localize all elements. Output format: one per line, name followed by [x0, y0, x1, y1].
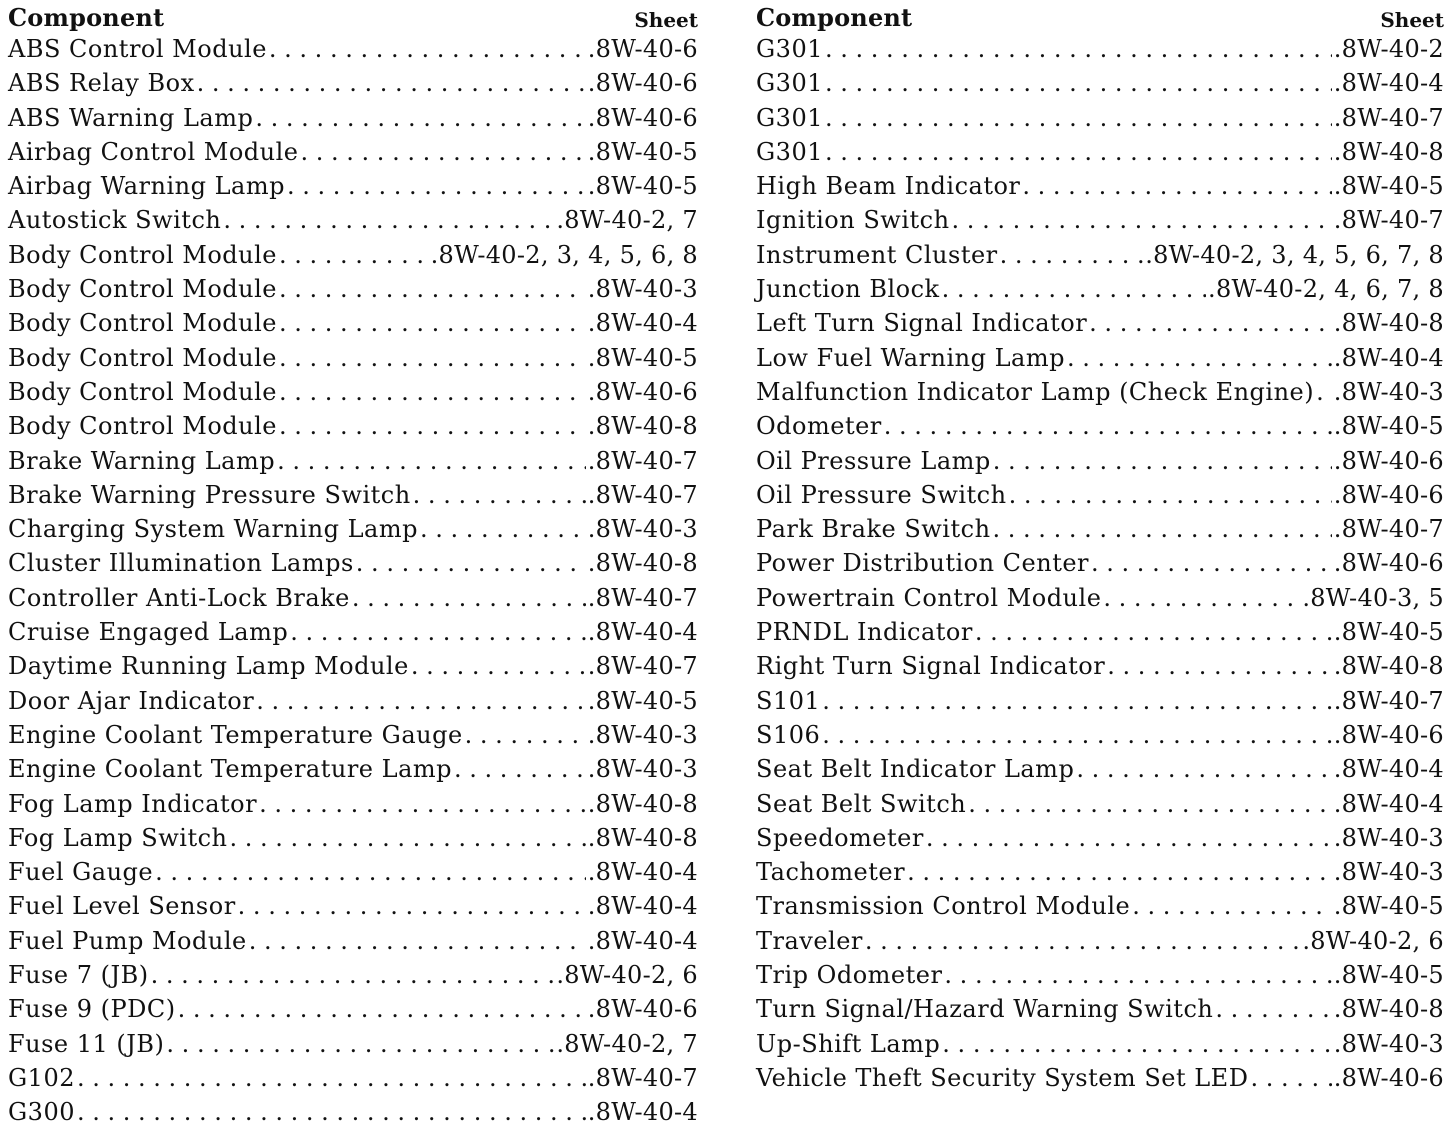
component-header: Component — [8, 3, 165, 32]
component-name: Fuse 7 (JB) — [8, 961, 149, 990]
sheet-reference: .8W-40-4 — [587, 1098, 698, 1127]
dot-leader — [907, 855, 1332, 889]
index-entry — [756, 169, 1444, 203]
sheet-reference: .8W-40-6 — [1333, 1063, 1444, 1092]
index-entry — [756, 101, 1444, 135]
dot-leader — [249, 924, 586, 958]
component-name: Malfunction Indicator Lamp (Check Engine) — [756, 377, 1315, 406]
component-name: Left Turn Signal Indicator — [756, 309, 1088, 338]
dot-leader — [825, 135, 1332, 169]
sheet-reference: .8W-40-3 — [1333, 823, 1444, 852]
sheet-reference: .8W-40-2, 6 — [1302, 926, 1444, 955]
dot-leader — [77, 1095, 586, 1129]
component-name: Engine Coolant Temperature Lamp — [8, 755, 453, 784]
index-entry — [8, 32, 698, 66]
dot-leader — [865, 924, 1300, 958]
component-name: G300 — [8, 1098, 75, 1127]
index-entry — [756, 718, 1444, 752]
index-entry — [756, 684, 1444, 718]
index-entry — [8, 924, 698, 958]
component-name: Turn Signal/Hazard Warning Switch — [756, 995, 1214, 1024]
index-entry — [756, 512, 1444, 546]
dot-leader — [952, 203, 1332, 237]
dot-leader — [822, 684, 1332, 718]
sheet-reference: .8W-40-6 — [1333, 480, 1444, 509]
sheet-reference: .8W-40-3 — [1333, 1029, 1444, 1058]
sheet-reference: .8W-40-8 — [587, 549, 698, 578]
component-name: Fuse 11 (JB) — [8, 1029, 165, 1058]
dot-leader — [255, 101, 585, 135]
dot-leader — [238, 889, 586, 923]
component-name: Charging System Warning Lamp — [8, 515, 418, 544]
component-header: Component — [756, 3, 913, 32]
sheet-reference: .8W-40-4 — [587, 618, 698, 647]
dot-leader — [352, 581, 586, 615]
sheet-reference: .8W-40-4 — [1333, 69, 1444, 98]
dot-leader — [993, 444, 1332, 478]
component-name: Cruise Engaged Lamp — [8, 618, 289, 647]
component-name: Fuel Pump Module — [8, 926, 247, 955]
component-name: G301 — [756, 69, 823, 98]
index-entry — [8, 752, 698, 786]
component-name: High Beam Indicator — [756, 172, 1021, 201]
sheet-reference: .8W-40-4 — [587, 892, 698, 921]
component-name: ABS Control Module — [8, 35, 267, 63]
sheet-reference: .8W-40-6 — [1333, 720, 1444, 749]
index-entry — [756, 752, 1444, 786]
dot-leader — [229, 821, 585, 855]
component-name: Fog Lamp Indicator — [8, 789, 258, 818]
sheet-reference: .8W-40-2, 3, 4, 5, 6, 8 — [430, 240, 698, 269]
index-entry — [756, 855, 1444, 889]
index-entry — [8, 375, 698, 409]
component-name: Brake Warning Lamp — [8, 446, 276, 475]
index-entry — [756, 32, 1444, 66]
sheet-reference: .8W-40-2, 3, 4, 5, 6, 7, 8 — [1145, 240, 1444, 269]
index-entry — [756, 992, 1444, 1026]
index-entry — [8, 203, 698, 237]
right-header-row — [756, 2, 1444, 32]
index-entry — [756, 615, 1444, 649]
dot-leader — [279, 306, 586, 340]
index-entry — [8, 272, 698, 306]
sheet-header: Sheet — [1380, 8, 1444, 32]
dot-leader — [1000, 238, 1144, 272]
dot-leader — [420, 512, 586, 546]
component-name: Body Control Module — [8, 377, 277, 406]
dot-leader — [1091, 546, 1332, 580]
dot-leader — [1103, 581, 1300, 615]
dot-leader — [1067, 341, 1332, 375]
index-entry — [8, 546, 698, 580]
index-entry — [8, 581, 698, 615]
right-column — [756, 2, 1444, 1095]
component-name: Ignition Switch — [756, 206, 950, 235]
component-name: S106 — [756, 720, 821, 749]
sheet-reference: .8W-40-3, 5 — [1302, 583, 1444, 612]
sheet-reference: .8W-40-2, 7 — [556, 206, 698, 235]
dot-leader — [279, 409, 586, 443]
dot-leader — [942, 1027, 1331, 1061]
dot-leader — [1250, 1061, 1331, 1095]
component-name: Body Control Module — [8, 275, 277, 304]
dot-leader — [290, 615, 586, 649]
component-name: Brake Warning Pressure Switch — [8, 480, 411, 509]
index-entry — [756, 341, 1444, 375]
dot-leader — [269, 32, 586, 66]
dot-leader — [277, 444, 586, 478]
index-entry — [8, 169, 698, 203]
component-name: Low Fuel Warning Lamp — [756, 343, 1065, 372]
dot-leader — [454, 752, 586, 786]
dot-leader — [301, 135, 586, 169]
index-entry — [8, 238, 698, 272]
sheet-reference: .8W-40-7 — [587, 480, 698, 509]
sheet-reference: .8W-40-5 — [1333, 618, 1444, 647]
sheet-reference: .8W-40-2, 4, 6, 7, 8 — [1208, 275, 1444, 304]
component-name: Junction Block — [756, 275, 940, 304]
sheet-reference: .8W-40-4 — [1333, 343, 1444, 372]
dot-leader — [968, 787, 1332, 821]
component-name: Airbag Control Module — [8, 137, 299, 166]
sheet-reference: .8W-40-5 — [1333, 172, 1444, 201]
sheet-reference: .8W-40-8 — [1333, 309, 1444, 338]
sheet-reference: .8W-40-3 — [587, 755, 698, 784]
right-entries — [756, 32, 1444, 1095]
left-column — [8, 2, 698, 1130]
index-entry — [8, 992, 698, 1026]
component-name: Engine Coolant Temperature Gauge — [8, 720, 463, 749]
sheet-reference: .8W-40-8 — [587, 789, 698, 818]
sheet-reference: .8W-40-6 — [587, 69, 698, 98]
component-name: Fuel Gauge — [8, 858, 154, 887]
index-entry — [8, 821, 698, 855]
sheet-reference: .8W-40-6 — [587, 995, 698, 1024]
sheet-reference: .8W-40-6 — [587, 377, 698, 406]
index-entry — [8, 958, 698, 992]
dot-leader — [413, 478, 586, 512]
dot-leader — [256, 684, 586, 718]
sheet-reference: .8W-40-4 — [587, 858, 698, 887]
dot-leader — [975, 615, 1332, 649]
index-entry — [756, 958, 1444, 992]
dot-leader — [1316, 375, 1332, 409]
index-entry — [8, 684, 698, 718]
sheet-reference: .8W-40-5 — [1333, 412, 1444, 441]
sheet-reference: .8W-40-3 — [587, 275, 698, 304]
sheet-reference: .8W-40-7 — [1333, 686, 1444, 715]
sheet-reference: .8W-40-5 — [587, 137, 698, 166]
component-name: Up-Shift Lamp — [756, 1029, 941, 1058]
index-entry — [756, 1061, 1444, 1095]
sheet-reference: .8W-40-3 — [587, 720, 698, 749]
index-entry — [756, 787, 1444, 821]
index-entry — [756, 203, 1444, 237]
dot-leader — [259, 787, 586, 821]
sheet-reference: .8W-40-2, 6 — [556, 961, 698, 990]
index-entry — [756, 272, 1444, 306]
sheet-reference: .8W-40-3 — [1333, 858, 1444, 887]
sheet-reference: .8W-40-4 — [1333, 789, 1444, 818]
index-entry — [8, 101, 698, 135]
index-entry — [8, 615, 698, 649]
component-name: PRNDL Indicator — [756, 618, 973, 647]
index-entry — [756, 238, 1444, 272]
index-entry — [756, 821, 1444, 855]
sheet-reference: .8W-40-6 — [1333, 549, 1444, 578]
dot-leader — [1009, 478, 1332, 512]
dot-leader — [1076, 752, 1331, 786]
component-name: Tachometer — [756, 858, 906, 887]
dot-leader — [151, 958, 555, 992]
index-entry — [8, 66, 698, 100]
index-entry — [8, 135, 698, 169]
sheet-reference: .8W-40-5 — [1333, 892, 1444, 921]
left-header-row — [8, 2, 698, 32]
component-name: Door Ajar Indicator — [8, 686, 255, 715]
dot-leader — [279, 272, 586, 306]
sheet-reference: .8W-40-7 — [587, 1063, 698, 1092]
dot-leader — [825, 66, 1332, 100]
sheet-reference: .8W-40-2, 7 — [556, 1029, 698, 1058]
sheet-reference: .8W-40-5 — [587, 172, 698, 201]
component-name: Powertrain Control Module — [756, 583, 1102, 612]
index-entry — [756, 649, 1444, 683]
component-name: ABS Relay Box — [8, 69, 195, 98]
component-name: Transmission Control Module — [756, 892, 1131, 921]
sheet-header: Sheet — [634, 8, 698, 32]
component-name: Seat Belt Switch — [756, 789, 967, 818]
index-entry — [8, 306, 698, 340]
component-name: Power Distribution Center — [756, 549, 1090, 578]
component-name: Right Turn Signal Indicator — [756, 652, 1106, 681]
sheet-reference: .8W-40-2 — [1333, 35, 1444, 63]
component-name: Cluster Illumination Lamps — [8, 549, 354, 578]
component-name: Fog Lamp Switch — [8, 823, 228, 852]
dot-leader — [825, 32, 1332, 66]
dot-leader — [279, 238, 429, 272]
component-name: ABS Warning Lamp — [8, 103, 254, 132]
component-name: Vehicle Theft Security System Set LED — [756, 1063, 1249, 1092]
sheet-reference: .8W-40-8 — [587, 823, 698, 852]
index-entry — [8, 341, 698, 375]
dot-leader — [822, 718, 1332, 752]
dot-leader — [1089, 306, 1332, 340]
component-name: G102 — [8, 1063, 75, 1092]
component-name: G301 — [756, 137, 823, 166]
sheet-reference: .8W-40-7 — [1333, 103, 1444, 132]
dot-leader — [155, 855, 586, 889]
index-entry — [756, 581, 1444, 615]
component-name: Oil Pressure Lamp — [756, 446, 991, 475]
dot-leader — [1215, 992, 1331, 1026]
sheet-reference: .8W-40-8 — [1333, 995, 1444, 1024]
component-name: Daytime Running Lamp Module — [8, 652, 409, 681]
sheet-reference: .8W-40-3 — [587, 515, 698, 544]
index-entry — [8, 1027, 698, 1061]
component-name: Body Control Module — [8, 343, 277, 372]
sheet-reference: .8W-40-8 — [587, 412, 698, 441]
component-name: Fuse 9 (PDC) — [8, 995, 176, 1024]
dot-leader — [279, 341, 586, 375]
sheet-reference: .8W-40-5 — [587, 343, 698, 372]
index-entry — [8, 718, 698, 752]
component-name: Body Control Module — [8, 412, 277, 441]
dot-leader — [1022, 169, 1331, 203]
sheet-reference: .8W-40-6 — [587, 103, 698, 132]
sheet-reference: .8W-40-4 — [587, 926, 698, 955]
sheet-reference: .8W-40-7 — [587, 583, 698, 612]
component-name: Trip Odometer — [756, 961, 943, 990]
index-entry — [756, 1027, 1444, 1061]
sheet-reference: .8W-40-7 — [1333, 515, 1444, 544]
dot-leader — [926, 821, 1332, 855]
component-name: Autostick Switch — [8, 206, 222, 235]
dot-leader — [287, 169, 586, 203]
sheet-reference: .8W-40-5 — [587, 686, 698, 715]
component-name: Instrument Cluster — [756, 240, 998, 269]
index-entry — [756, 924, 1444, 958]
sheet-reference: .8W-40-6 — [587, 35, 698, 63]
dot-leader — [944, 958, 1331, 992]
left-entries — [8, 32, 698, 1130]
component-name: Traveler — [756, 926, 863, 955]
index-entry — [8, 855, 698, 889]
dot-leader — [1132, 889, 1332, 923]
dot-leader — [993, 512, 1332, 546]
sheet-reference: .8W-40-8 — [1333, 652, 1444, 681]
index-entry — [8, 409, 698, 443]
sheet-reference: .8W-40-3 — [1333, 377, 1444, 406]
component-name: Oil Pressure Switch — [756, 480, 1007, 509]
component-name: Speedometer — [756, 823, 924, 852]
dot-leader — [197, 66, 586, 100]
sheet-reference: .8W-40-4 — [587, 309, 698, 338]
index-entry — [756, 306, 1444, 340]
component-name: Body Control Module — [8, 240, 277, 269]
component-name: Park Brake Switch — [756, 515, 991, 544]
component-name: S101 — [756, 686, 821, 715]
dot-leader — [825, 101, 1332, 135]
sheet-reference: .8W-40-7 — [587, 652, 698, 681]
index-entry — [8, 478, 698, 512]
component-name: G301 — [756, 35, 823, 63]
component-name: Body Control Module — [8, 309, 277, 338]
sheet-reference: .8W-40-8 — [1333, 137, 1444, 166]
index-entry — [8, 1061, 698, 1095]
component-name: Seat Belt Indicator Lamp — [756, 755, 1075, 784]
sheet-reference: .8W-40-4 — [1333, 755, 1444, 784]
index-entry — [756, 135, 1444, 169]
index-entry — [8, 787, 698, 821]
index-entry — [8, 444, 698, 478]
dot-leader — [465, 718, 586, 752]
dot-leader — [178, 992, 586, 1026]
dot-leader — [279, 375, 586, 409]
dot-leader — [356, 546, 586, 580]
component-name: Controller Anti-Lock Brake — [8, 583, 350, 612]
index-entry — [756, 546, 1444, 580]
component-name: Airbag Warning Lamp — [8, 172, 285, 201]
sheet-reference: .8W-40-7 — [1333, 206, 1444, 235]
dot-leader — [411, 649, 586, 683]
sheet-reference: .8W-40-6 — [1333, 446, 1444, 475]
index-entry — [756, 409, 1444, 443]
dot-leader — [77, 1061, 586, 1095]
component-name: Odometer — [756, 412, 882, 441]
index-entry — [8, 1095, 698, 1129]
index-entry — [756, 444, 1444, 478]
dot-leader — [884, 409, 1332, 443]
index-entry — [8, 512, 698, 546]
index-entry — [756, 478, 1444, 512]
component-name: G301 — [756, 103, 823, 132]
dot-leader — [166, 1027, 554, 1061]
index-entry — [756, 66, 1444, 100]
sheet-reference: .8W-40-5 — [1333, 961, 1444, 990]
index-entry — [8, 649, 698, 683]
component-name: Fuel Level Sensor — [8, 892, 236, 921]
dot-leader — [1107, 649, 1332, 683]
index-entry — [756, 889, 1444, 923]
sheet-reference: .8W-40-7 — [587, 446, 698, 475]
dot-leader — [942, 272, 1206, 306]
dot-leader — [223, 203, 554, 237]
index-entry — [756, 375, 1444, 409]
index-entry — [8, 889, 698, 923]
